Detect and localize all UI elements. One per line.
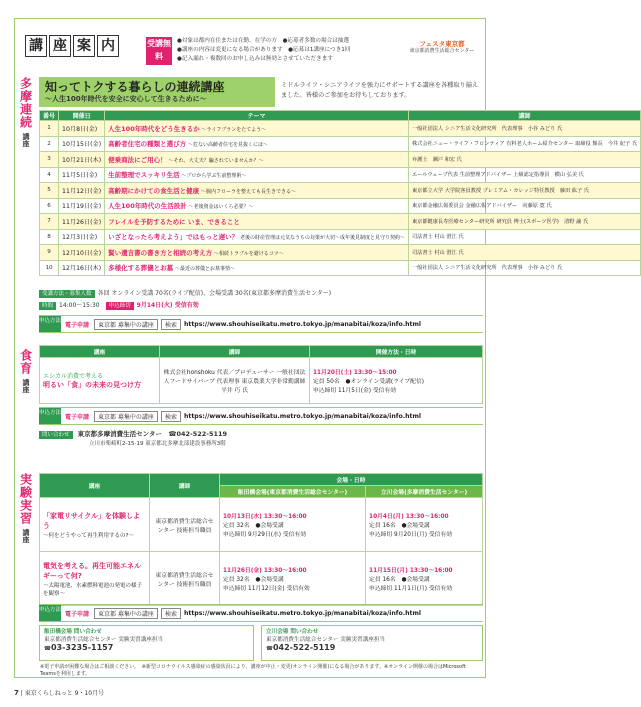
tama-apply-bar: 申込方法 電子申請 東京都 募集中の講座 検索 https://www.shouhiseikatu.metro.tokyo.jp/manabitai/koza/info.html — [39, 315, 483, 333]
iidabashi-contact: 飯田橋会場 問い合わせ 東京都消費生活総合センター 実験実習講座担当 ☎03-3235-1157 — [39, 625, 254, 661]
jikken-table: 講座 講師 会場・日時 飯田橋会場(東京都消費生活総合センター) 立川会場(多摩消費生活センター) 「家電リサイクル」を体験しよう ～何をどうやって再生利用するの?～ 東京都消費生活総合センター 技術担当職員 10月13日(水) 13:30～16:00 定員 32名 ●会場受講 申込締切 9月29日(水) 受信有効 10月4日(月) 13:30～16:00 定員 16名 ●会場受講 申込締切 9月20日(月) 受信有効 電気を考える。再生可能エネルギーって何? ～太陽電池、水素燃料電池の発電の様子を観察～ 東京都消費生活総合センター 技術担当職員 11月26日(金) 13:30～16:00 定員 32名 ●会場受講 申込締切 11月12日(金) 受信有効 11月15日(月) 13:30～16:00 定員 16名 ●会場受講 申込締切 11月1日(月) 受信有効 — [39, 473, 483, 606]
lecture-row: 4 11月5日(金) 生前整理でスッキリ生活 ～プロから学ぶ生前整理術～ エールウェーブ代表 生前整理アドバイザー 上級認定指導員 横山 弘美 氏 — [40, 167, 641, 183]
lecture-row: 7 11月26日(金) フレイルを予防するために いま、できること 東京都健康長寿医療センター研究所 研究員 博士(スポーツ医学) 清野 諭 氏 — [40, 214, 641, 230]
lecture-row: 10 12月16日(木) 多様化する葬儀とお墓 ～最近の葬儀とお墓事情～ 一般社団法人 シニア生活文化研究所 代表理事 小谷 みどり 氏 — [40, 260, 641, 276]
festa-logo: フェスタ東京都 東京都消費生活総合センター — [409, 40, 475, 54]
tachikawa-contact: 立川会場 問い合わせ 東京都消費生活総合センター 実験実習講座担当 ☎042-522-5119 — [261, 625, 483, 661]
footnotes: ※電子申請が困難な場合はご相談ください。 ※新型コロナウイルス感染症の感染状況により、講座が中止・変更(オンライン開催)になる場合があります。※オンライン開催の場合はMicrosoft Teamsを利用します。 — [40, 664, 466, 677]
shoku-tag: 食育 講座 — [15, 349, 37, 409]
lecture-row: 2 10月15日(金) 高齢者住宅の種類と選び方 ～危ない高齢者住宅を見抜くには～ 株式会社ニュー・ライフ・フロンティア 有料老人ホーム紹介センター 取締役 館長 今井 紀子 氏 — [40, 136, 641, 152]
apply-link[interactable]: https://www.shouhiseikatu.metro.tokyo.jp/manabitai/koza/info.html — [183, 412, 422, 420]
tama-capacity: 受講方法・募集人数 各回 オンライン受講 70名(ライブ配信)、会場受講 30名(東京都多摩消費生活センター) — [39, 289, 483, 298]
lecture-table: 番号 開催日 テーマ 講師 1 10月8日(金) 人生100年時代をどう生きるか ～ライフプランをたてよう～ 一般社団法人 シニア生活文化研究所 代表理事 小谷 みどり 氏 2 10月15日(金) 高齢者住宅の種類と選び方 ～危ない高齢者住宅を見抜くには～ 株式会社ニュー・ライフ・フロンティア 有料老人ホーム紹介センター 取締役 館長 今井 紀子 氏 3 10月21日(木) 便乗商法にご用心！ ～それ、大丈夫？騙されていませんか？～ 弁護士 瀬戸 和宏 氏 4 11月5日(金) 生前整理でスッキリ生活 ～プロから学ぶ生前整理術～ エールウェーブ代表 生前整理アドバイザー 上級認定指導員 横山 弘美 氏 5 11月12日(金) 高齢期にかけての食生活と健康 ～腸内フローラを整えても長生きできる～ 東京都立大学 大学院客員教授 プレミアム・カレッジ特任教授 藤田 紘子 氏 6 11月19日(金) 人生100年時代の生活設計 ～老後資金はいくら必要？～ 東京都金融広報委員会 金融広報アドバイザー 向藤原 寛 氏 7 11月26日(金) フレイルを予防するために いま、できること 東京都健康長寿医療センター研究所 研究員 博士(スポーツ医学) 清野 諭 氏 8 12月3日(金) いざとなったら考えよう」ではもっと遅い？ 老後の財産管理は元気なうちの対策が大切～成年後見制度と見守り契約～ 司法書士 村山 澄江 氏 9 12月10日(金) 賢い遺言書の書き方と相続の考え方 ～相続トラブルを避けるコツ～ 司法書士 村山 澄江 氏 10 12月16日(木) 多様化する葬儀とお墓 ～最近の葬儀とお墓事情～ 一般社団法人 シニア生活文化研究所 代表理事 小谷 みどり 氏 — [39, 110, 641, 276]
jikken-tag: 実験実習 講座 — [15, 473, 37, 553]
page-footer: 7 | 東京くらしねっと 9・10月号 — [14, 689, 105, 697]
lecture-row: 9 12月10日(金) 賢い遺言書の書き方と相続の考え方 ～相続トラブルを避けるコツ～ 司法書士 村山 澄江 氏 — [40, 245, 641, 261]
search-button[interactable]: 検索 — [161, 319, 181, 330]
jikken-apply-bar: 申込方法 電子申請 東京都 募集中の講座 検索 https://www.shouhiseikatu.metro.tokyo.jp/manabitai/koza/info.html — [39, 604, 483, 622]
lecture-row: 8 12月3日(金) いざとなったら考えよう」ではもっと遅い？ 老後の財産管理は元気なうちの対策が大切～成年後見制度と見守り契約～ 司法書士 村山 澄江 氏 — [40, 229, 641, 245]
tama-description: ミドルライフ・シニアライフを強力にサポートする講座を各種取り揃えました。皆様のご参加をお待ちしております。 — [281, 82, 479, 99]
free-badge: 受講無料 — [146, 37, 172, 65]
search-button[interactable]: 検索 — [161, 608, 181, 619]
apply-link[interactable]: https://www.shouhiseikatu.metro.tokyo.jp/manabitai/koza/info.html — [183, 609, 422, 617]
page-frame — [14, 18, 638, 678]
header — [15, 19, 485, 77]
tama-title-box: 知ってトクする暮らしの連続講座 ～人生100年時代を安全に安心して生きるために～ — [39, 77, 275, 107]
tama-section — [15, 77, 638, 345]
shoku-contact: 問い合わせ 東京都多摩消費生活センター ☎042-522-5119 立川市柴崎町2-15-19 東京都北多摩北部建設事務所3階 — [39, 429, 483, 447]
shoku-table: 講座 講師 開催方法・日時 エシカル消費で考える 明るい「食」の未来の見つけ方 株式会社honshoku 代表／プロデューサー 一般社団法人フードサイバーブ 代表理事 東京農業大学非常勤講師 平井 巧 氏 11月20日(土) 13:30～15:00 定員 50名 ●オンライン受講(ライブ配信) 申込締切 11月5日(金) 受信有効 — [39, 345, 483, 404]
lecture-row: 3 10月21日(木) 便乗商法にご用心！ ～それ、大丈夫？騙されていませんか？～ 弁護士 瀬戸 和宏 氏 — [40, 152, 641, 168]
tama-time: 時間 14:00～15:30 申込締切 9月14日(火) 受信有効 — [39, 301, 483, 310]
lecture-row: 5 11月12日(金) 高齢期にかけての食生活と健康 ～腸内フローラを整えても長生きできる～ 東京都立大学 大学院客員教授 プレミアム・カレッジ特任教授 藤田 紘子 氏 — [40, 183, 641, 199]
header-notes: ●対象は都内在住または在勤、在学の方 ●応募者多数の場合は抽選 ●講座の内容は変更になる場合があります ●応募は1講座につき1回 ●記入漏れ・複数回のお申し込みは無効とさせていただきます — [177, 38, 351, 62]
shoku-section — [15, 345, 487, 473]
shoku-apply-bar: 申込方法 電子申請 東京都 募集中の講座 検索 https://www.shouhiseikatu.metro.tokyo.jp/manabitai/koza/info.html — [39, 407, 483, 425]
lecture-row: 6 11月19日(金) 人生100年時代の生活設計 ～老後資金はいくら必要？～ 東京都金融広報委員会 金融広報アドバイザー 向藤原 寛 氏 — [40, 198, 641, 214]
jikken-section — [15, 473, 487, 678]
search-button[interactable]: 検索 — [161, 411, 181, 422]
tama-tag: 多摩連続 講座 — [15, 77, 37, 177]
page-title: 講 座 案 内 — [25, 35, 121, 57]
apply-link[interactable]: https://www.shouhiseikatu.metro.tokyo.jp/manabitai/koza/info.html — [183, 320, 422, 328]
lecture-row: 1 10月8日(金) 人生100年時代をどう生きるか ～ライフプランをたてよう～ 一般社団法人 シニア生活文化研究所 代表理事 小谷 みどり 氏 — [40, 121, 641, 137]
